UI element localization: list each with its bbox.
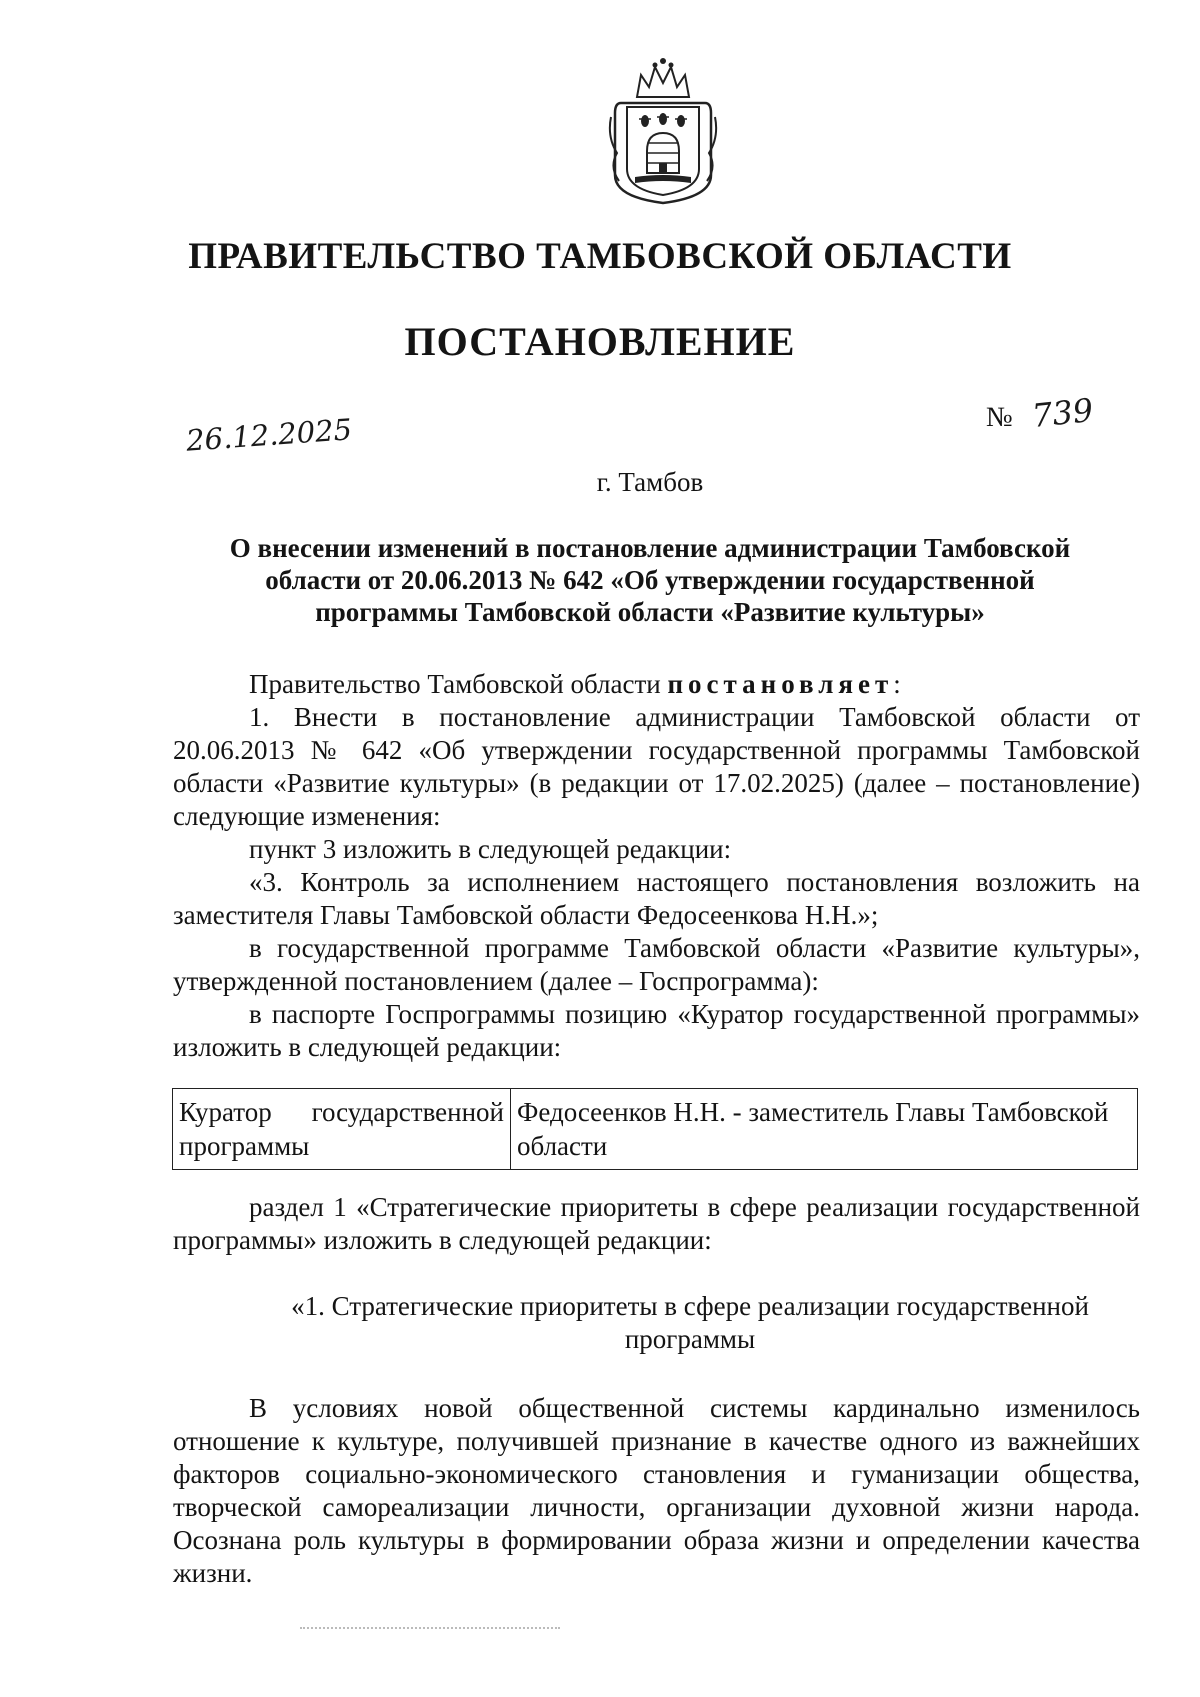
passport-table	[172, 1088, 1138, 1170]
table-cell-label: Куратор государственной программы	[173, 1089, 511, 1170]
subject-line: программы Тамбовской области «Развитие культуры»	[315, 597, 985, 627]
document-date: 26.12.2025	[185, 412, 354, 458]
table-cell-value: Федосеенков Н.Н. - заместитель Главы Тамбовской области	[511, 1089, 1138, 1170]
paragraph-7: В условиях новой общественной системы кардинально изменилось отношение к культуре, получившей признание в качестве одного из важнейших факторов социально-экономического становления и гуманизации общества, творческой самореализации личности, организации духовной жизни народа. Осознана роль культуры в формировании образа жизни и определении качества жизни.	[173, 1393, 1140, 1588]
paragraph-1: 1. Внести в постановление администрации Тамбовской области от 20.06.2013 № 642 «Об утверждении государственной программы Тамбовской области «Развитие культуры» (в редакции от 17.02.2025) (далее – постановление) следующие изменения:	[173, 702, 1140, 831]
scan-artifact	[300, 1627, 560, 1631]
document-number: 739	[1030, 390, 1095, 436]
subject-line: области от 20.06.2013 № 642 «Об утверждении государственной	[265, 565, 1035, 595]
paragraph-5: в паспорте Госпрограммы позицию «Куратор государственной программы» изложить в следующей редакции:	[173, 999, 1140, 1062]
table-row	[173, 1089, 1138, 1170]
section-text	[173, 1392, 1140, 1590]
document-type: ПОСТАНОВЛЕНИЕ	[404, 319, 796, 364]
section-heading	[260, 1290, 1120, 1356]
number-sign: №	[986, 402, 1013, 433]
subject-line: О внесении изменений в постановление администрации Тамбовской	[229, 533, 1071, 563]
city: г. Тамбов	[596, 467, 704, 497]
preamble-text: Правительство Тамбовской области	[249, 669, 668, 699]
resolution-body	[173, 668, 1140, 1064]
preamble-end: :	[893, 669, 901, 699]
paragraph-6: раздел 1 «Стратегические приоритеты в сфере реализации государственной программы» изложить в следующей редакции:	[173, 1192, 1140, 1255]
paragraph-3: «3. Контроль за исполнением настоящего постановления возложить на заместителя Главы Тамбовской области Федосеенкова Н.Н.»;	[173, 867, 1140, 930]
paragraph-4: в государственной программе Тамбовской области «Развитие культуры», утвержденной постановлением (далее – Госпрограмма):	[173, 933, 1140, 996]
section-change	[173, 1191, 1140, 1257]
preamble-verb: постановляет	[667, 669, 894, 699]
document-subject	[210, 532, 1090, 628]
paragraph-2: пункт 3 изложить в следующей редакции:	[249, 834, 732, 864]
section-title: «1. Стратегические приоритеты в сфере реализации государственной программы	[291, 1291, 1089, 1354]
coat-of-arms-icon	[607, 57, 719, 205]
preamble	[173, 668, 1140, 701]
organization-title: ПРАВИТЕЛЬСТВО ТАМБОВСКОЙ ОБЛАСТИ	[188, 236, 1012, 277]
